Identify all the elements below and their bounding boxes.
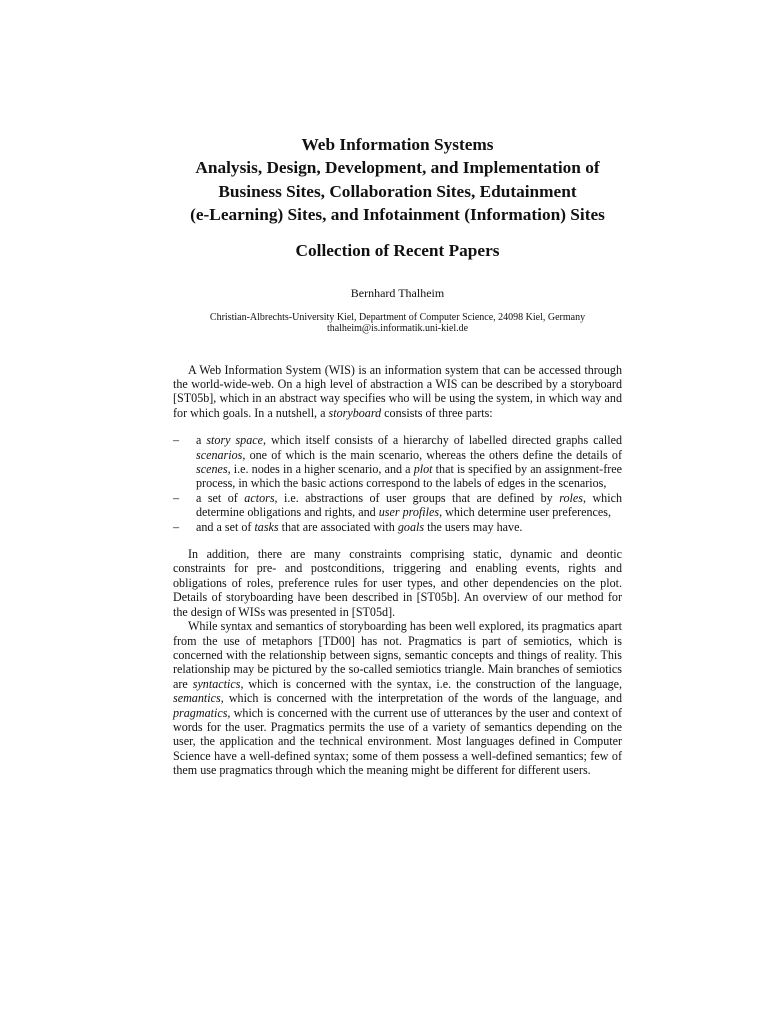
text-run: , which is concerned with the current use of utterances by the user and context of words for the user. Pragmatics permits the use of a variety of semantics depending on the user, the application and the technical environment. Most languages defined in Computer Science have a well-defined syntax; some of them possess a well-defined semantics; few of them use pragmatics through which the meaning might be different for different users. (173, 705, 622, 778)
title-line: (e-Learning) Sites, and Infotainment (Information) Sites (190, 204, 605, 224)
emphasis: actors (244, 490, 275, 505)
text-run: , which is concerned with the syntax, i.e. the construction of the language, (240, 676, 623, 691)
title-line: Web Information Systems (301, 135, 494, 154)
text-run: , one of which is the main scenario, whereas the others define the details of (242, 447, 622, 462)
dash-bullet: – (173, 519, 180, 534)
paper-body (173, 363, 622, 778)
intro-paragraph (173, 363, 622, 421)
text-run: a (196, 433, 207, 448)
emphasis: syntactics (192, 676, 241, 691)
text-run: , which itself consists of a hierarchy of labelled directed graphs called (263, 433, 622, 448)
dash-bullet: – (173, 433, 180, 448)
list-item (173, 433, 622, 491)
paper-title (173, 133, 622, 226)
text-run: consists of three parts: (381, 405, 493, 420)
text-run: , which determine obligations and rights, and (196, 490, 623, 520)
emphasis: scenarios (196, 447, 243, 462)
text-run: and a set of (196, 519, 255, 534)
author-name: Bernhard Thalheim (350, 286, 445, 301)
text-run: While syntax and semantics of storyboarding has been well explored, its pragmatics apart from the use of metaphors [TD00] has not. Pragmatics is part of semiotics, which is concerned with the relationship between signs, semantic concepts and things of reality. This relationship may be pictured by the so-called semiotics triangle. Main branches of semiotics are (173, 619, 622, 691)
emphasis: plot (413, 462, 433, 477)
list-item (173, 520, 622, 534)
pragmatics-paragraph (173, 619, 622, 777)
storyboard-parts-list (173, 433, 622, 534)
emphasis: storyboard (328, 405, 382, 420)
text-run: A Web Information System (WIS) is an information system that can be accessed through the world-wide-web. On a high level of abstraction a WIS can be described by a storyboard [ST05b], which in an abstract way specifies who will be using the system, in which way and for which goals. In a nutshell, a (173, 362, 622, 420)
author-email: thalheim@is.informatik.uni-kiel.de (326, 323, 469, 335)
paper-page (173, 0, 622, 778)
emphasis: roles (559, 490, 583, 505)
title-line: Analysis, Design, Development, and Implementation of (195, 158, 600, 178)
emphasis: story space (206, 433, 263, 448)
text-run: , which is concerned with the interpretation of the words of the language, and (220, 691, 622, 706)
text-run: that is specified by an assignment-free process, in which the basic actions correspond to the labels of edges in the scenarios, (196, 462, 622, 491)
emphasis: pragmatics (173, 705, 228, 720)
text-run: a set of (196, 490, 245, 505)
dash-bullet: – (173, 490, 180, 505)
text-run: the users may have. (424, 519, 523, 534)
emphasis: user profiles (378, 505, 440, 520)
paper-subtitle: Collection of Recent Papers (295, 241, 500, 261)
constraints-paragraph: In addition, there are many constraints comprising static, dynamic and deontic constraints for pre- and postconditions, triggering and enabling events, rights and obligations of roles, preference rules for user types, and other dependencies on the plot. Details of storyboarding have been described in [ST05b]. An overview of our method for the design of WISs was presented in [ST05d]. (173, 547, 622, 619)
title-line: Business Sites, Collaboration Sites, Edutainment (218, 181, 577, 201)
author-affiliation-block (173, 312, 622, 334)
affiliation: Christian-Albrechts-University Kiel, Department of Computer Science, 24098 Kiel, Germany (209, 312, 586, 324)
text-run: , which determine user preferences, (439, 505, 611, 520)
emphasis: scenes (196, 462, 228, 477)
list-item (173, 491, 622, 520)
text-run: , i.e. abstractions of user groups that are defined by (274, 490, 560, 505)
text-run: that are associated with (278, 519, 398, 534)
emphasis: tasks (254, 519, 279, 534)
emphasis: goals (397, 519, 425, 534)
emphasis: semantics (173, 691, 221, 706)
text-run: , i.e. nodes in a higher scenario, and a (227, 462, 414, 477)
